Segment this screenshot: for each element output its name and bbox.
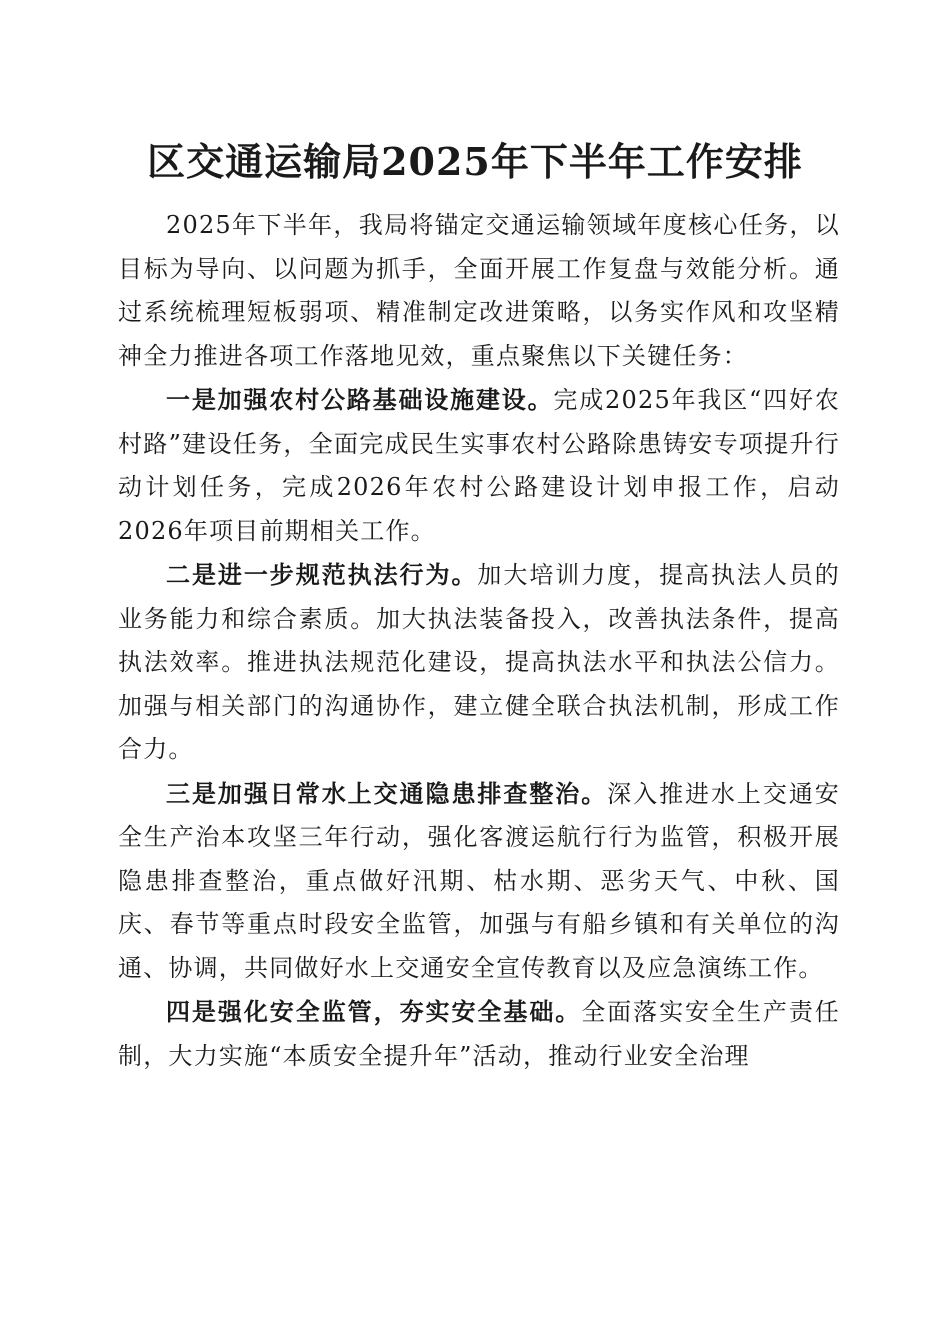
section-lead-2: 二是进一步规范执法行为。 xyxy=(166,560,478,589)
section-text-4: 全面落实安全生产责任制，大力实施“本质安全提升年”活动，推动行业安全治理 xyxy=(118,998,841,1070)
section-text-3: 深入推进水上交通安全生产治本攻坚三年行动，强化客渡运航行行为监管，积极开展隐患排查整治，重点做好汛期、枯水期、恶劣天气、中秋、国庆、春节等重点时段安全监管，加强与有船乡镇和有关单位的沟通、协调，共同做好水上交通安全宣传教育以及应急演练工作。 xyxy=(118,779,840,982)
section-paragraph-4 xyxy=(118,990,840,1078)
section-text-2: 加大培训力度，提高执法人员的业务能力和综合素质。加大执法装备投入，改善执法条件，提高执法效率。推进执法规范化建设，提高执法水平和执法公信力。加强与相关部门的沟通协作，建立健全联合执法机制，形成工作合力。 xyxy=(118,561,840,763)
section-paragraph-2 xyxy=(118,553,840,772)
document-title: 区交通运输局2025年下半年工作安排 xyxy=(147,139,803,184)
section-paragraph-3 xyxy=(118,772,840,991)
section-paragraph-1 xyxy=(118,378,840,553)
section-lead-1: 一是加强农村公路基础设施建设。 xyxy=(166,385,554,414)
intro-paragraph: 2025年下半年，我局将锚定交通运输领域年度核心任务，以目标为导向、以问题为抓手，全面开展工作复盘与效能分析。通过系统梳理短板弱项、精准制定改进策略，以务实作风和攻坚精神全力推进各项工作落地见效，重点聚焦以下关键任务： xyxy=(118,211,840,370)
document-body xyxy=(118,204,840,1078)
section-text-1: 完成2025年我区“四好农村路”建设任务，全面完成民生实事农村公路除患铸安专项提升行动计划任务，完成2026年农村公路建设计划申报工作，启动2026年项目前期相关工作。 xyxy=(118,386,840,545)
section-lead-4: 四是强化安全监管，夯实安全基础。 xyxy=(166,997,582,1026)
section-lead-3: 三是加强日常水上交通隐患排查整治。 xyxy=(166,778,608,808)
